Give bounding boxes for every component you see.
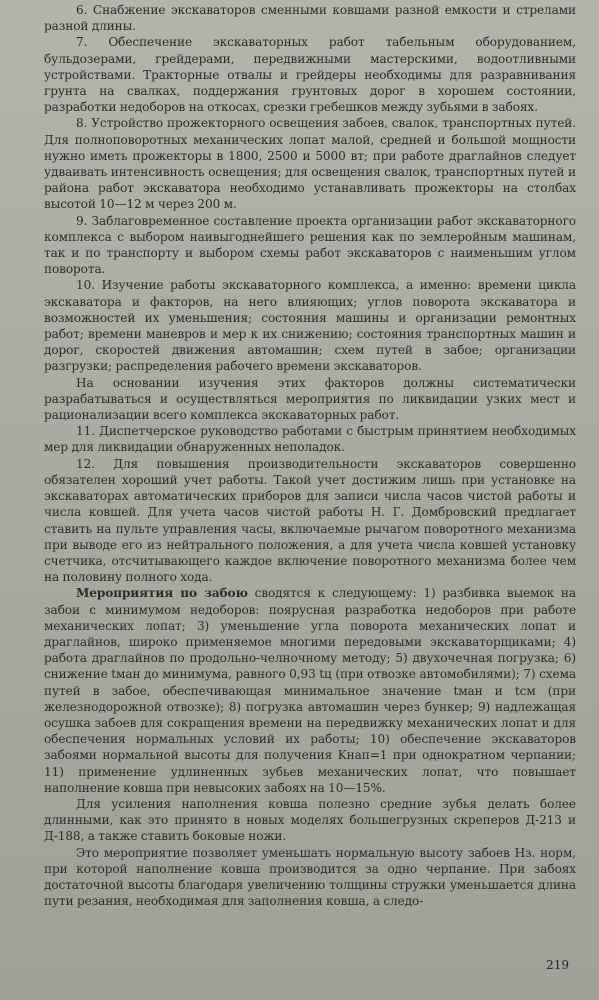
body-text <box>44 2 576 909</box>
paragraph-measures <box>44 585 576 796</box>
paragraph-item-10: 10. Изучение работы экскаваторного комплекса, а именно: времени цикла экскаватора и факторов, на него влияющих; углов поворота экскаватора и возможностей их уменьшения; состояния машины и организации ремонтных работ; времени маневров и мер к их снижению; состояния транспортных машин и дорог, скоростей движения автомашин; схем путей в забое; организации разгрузки; распределения рабочего времени экскаваторов. <box>44 278 576 374</box>
measures-heading: Мероприятия по забою <box>76 586 248 601</box>
paragraph-item-12: 12. Для повышения производительности экскаваторов совершенно обязателен хороший учет работы. Такой учет достижим лишь при установке на экскаваторах автоматических приборов для записи числа часов чистой работы и числа ковшей. Для учета часов чистой работы Н. Г. Домбровский предлагает ставить на пульте управления часы, включаемые рычагом поворотного механизма при выводе его из нейтрального положения, а для учета числа ковшей установку счетчика, отсчитывающего каждое включение поворотного механизма более чем на половину полного хода. <box>44 456 576 585</box>
page-number: 219 <box>546 958 569 972</box>
paragraph-face-height: Это мероприятие позволяет уменьшать нормальную высоту забоев Hз. норм, при которой наполнение ковша производится за одно черпание. При забоях достаточной высоты благодаря увеличению толщины стружки уменьшается длина пути резания, необходимая для заполнения ковша, а следо- <box>44 845 576 909</box>
paragraph-item-11: 11. Диспетчерское руководство работами с быстрым принятием необходимых мер для ликвидации обнаруженных неполадок. <box>44 424 576 455</box>
paragraph-bucket-fill: Для усиления наполнения ковша полезно средние зубья делать более длинными, как это принято в новых моделях большегрузных скреперов Д-213 и Д-188, а также ставить боковые ножи. <box>44 796 576 844</box>
paragraph-item-6: 6. Снабжение экскаваторов сменными ковшами разной емкости и стрелами разной длины. <box>44 3 576 34</box>
paragraph-item-8: 8. Устройство прожекторного освещения забоев, свалок, транспортных путей. Для полноповоротных механических лопат малой, средней и большой мощности нужно иметь прожекторы в 1800, 2500 и 5000 вт; при работе драглайнов следует удваивать интенсивность освещения; для освещения свалок, транспортных путей и района работ экскаватора необходимо устанавливать прожекторы на столбах высотой 10—12 м через 200 м. <box>44 116 576 212</box>
measures-list: сводятся к следующему: 1) разбивка выемок на забои с минимумом недоборов: поярусная разработка недоборов при работе механических лопат; 3) уменьшение угла поворота механических лопат и драглайнов, широко применяемое многими передовыми экскаваторщиками; 4) работа драглайнов по продольно-челночному методу; 5) двухочечная погрузка; 6) снижение tман до минимума, равного 0,93 tц (при отвозке автомобилями); 7) схема путей в забое, обеспечивающая минимальное значение tман и tсм (при железнодорожной отвозке); 8) погрузка автомашин через бункер; 9) надлежащая осушка забоев для сокращения времени на передвижку механических лопат и для обеспечения нормальных условий их работы; 10) обеспечение экскаваторов забоями нормальной высоты для получения Kнап=1 при однократном черпании; 11) применение удлиненных зубьев механических лопат, что повышает наполнение ковша при невысоких забоях на 10—15%. <box>44 586 576 795</box>
paragraph-item-7: 7. Обеспечение экскаваторных работ табельным оборудованием, бульдозерами, грейдерами, передвижными мастерскими, водоотливными устройствами. Тракторные отвалы и грейдеры необходимы для разравнивания грунта на свалках, поддержания грунтовых дорог в хорошем состоянии, разработки недоборов на откосах, срезки гребешков между зубьями в забоях. <box>44 35 576 115</box>
paragraph-item-9: 9. Заблаговременное составление проекта организации работ экскаваторного комплекса с выбором наивыгоднейшего решения как по землеройным машинам, так и по транспорту и выбором схемы работ экскаваторов с наименьшим углом поворота. <box>44 213 576 277</box>
paragraph-basis: На основании изучения этих факторов должны систематически разрабатываться и осуществляться мероприятия по ликвидации узких мест и рационализации всего комплекса экскаваторных работ. <box>44 375 576 423</box>
